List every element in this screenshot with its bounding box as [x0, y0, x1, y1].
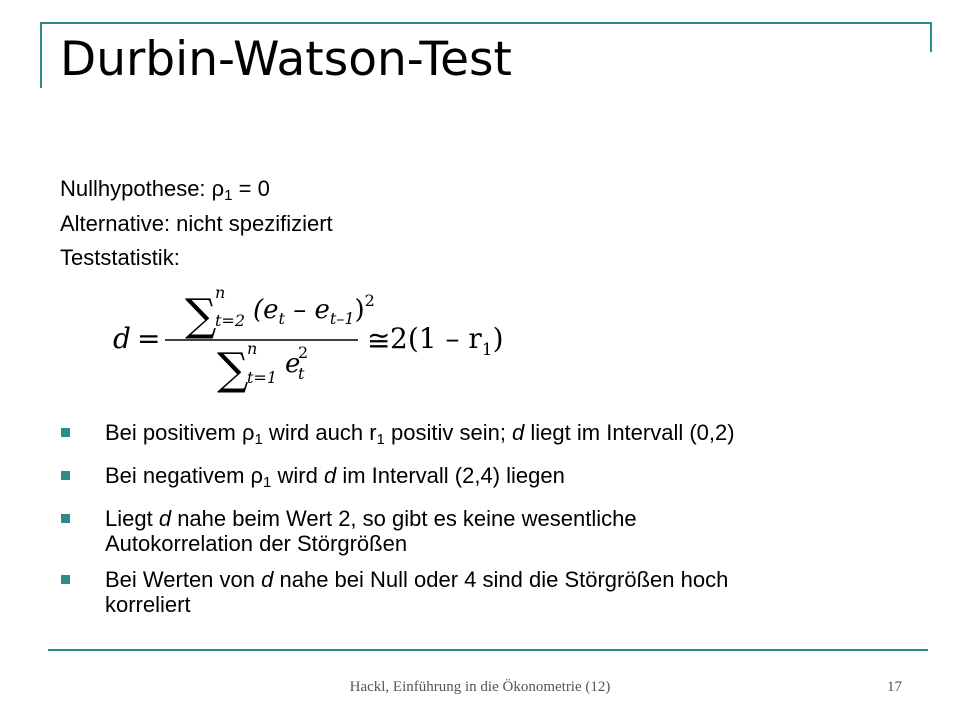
denominator-sum-upper: n — [247, 339, 258, 358]
bullet-square-icon — [61, 471, 70, 480]
bullet-square-icon — [61, 428, 70, 437]
null-hypothesis-value: = 0 — [232, 176, 270, 201]
bullet-item: Liegt d nahe beim Wert 2, so gibt es keine wesentliche Autokorrelation der Störgrößen — [60, 506, 920, 556]
right-rule — [930, 22, 932, 52]
footer-rule — [48, 649, 928, 651]
page-number: 17 — [887, 679, 902, 695]
left-rule — [40, 22, 42, 88]
bullet-item: Bei negativem $\rho_1$ wird d im Intervall (2,4) liegen — [60, 463, 920, 495]
null-hypothesis-line — [60, 174, 270, 211]
bullet-list — [60, 420, 920, 628]
numerator-sum-symbol: ∑ — [185, 290, 217, 341]
rho-symbol: ρ — [211, 176, 225, 201]
numerator-sum-upper: n — [215, 283, 226, 302]
formula-rhs: $2(1 - r_1)$ — [390, 322, 504, 360]
footer-citation: Hackl, Einführung in die Ökonometrie (12) — [349, 679, 611, 695]
formula-equals: = — [137, 322, 161, 355]
numerator-body: $(e_t - e_{t-1})^2$ — [253, 291, 375, 328]
denominator-sub: t — [298, 364, 305, 383]
durbin-watson-formula — [105, 280, 505, 395]
formula-lhs-d: d — [113, 322, 131, 355]
bullet-item: Bei Werten von d nahe bei Null oder 4 sind die Störgrößen hoch korreliert — [60, 567, 920, 617]
bullet-square-icon — [61, 575, 70, 584]
alternative-line: Alternative: nicht spezifiziert — [60, 211, 333, 236]
null-hypothesis-label: Nullhypothese: — [60, 176, 212, 201]
denominator-sum-lower: t=1 — [247, 368, 278, 387]
test-statistic-label: Teststatistik: — [60, 245, 180, 270]
denominator-body: e — [285, 349, 301, 379]
denominator-sum-symbol: ∑ — [217, 344, 249, 395]
slide-title: Durbin-Watson-Test — [60, 32, 512, 87]
numerator-sum-lower: t=2 — [215, 311, 246, 330]
formula-approx: ≅ — [367, 324, 391, 357]
bullet-item: Bei positivem $\rho_1$ wird auch $r_1$ positiv sein; d liegt im Intervall (0,2) — [60, 420, 920, 452]
rho-subscript: 1 — [224, 187, 233, 204]
bullet-square-icon — [61, 514, 70, 523]
top-rule — [40, 22, 932, 24]
denominator-power: 2 — [298, 343, 309, 362]
